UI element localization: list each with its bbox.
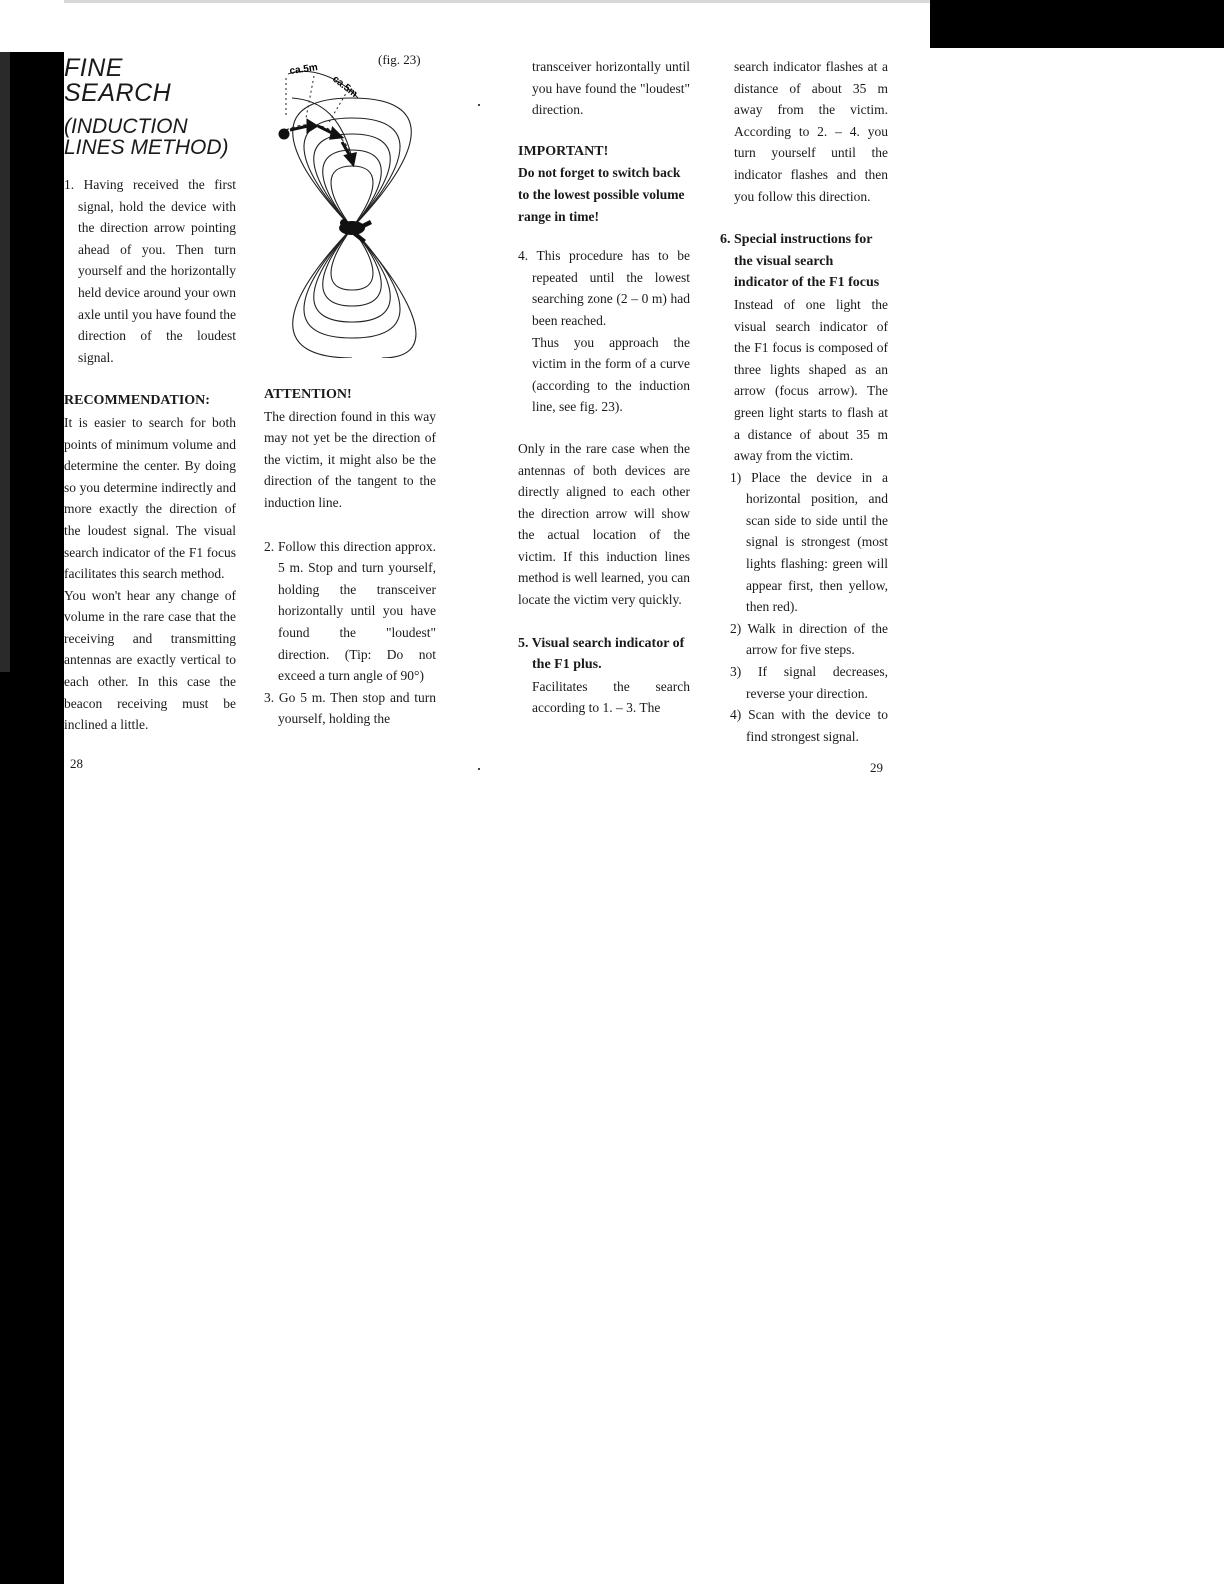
distance-marker [306,76,314,118]
scan-border-left-top [0,0,64,52]
scan-speck [478,768,480,770]
figure-caption: (fig. 23) [378,52,421,67]
distance-label-2: ca.5m [330,73,360,100]
start-point [280,130,288,138]
step-2: 2. Follow this direction approx. 5 m. Stop and turn yourself, holding the transceiver horizontally until you have found the "loudest" direction. (Tip: Do not exceed a turn angle of 90°) [264,538,436,684]
right-page-column-2 [720,56,888,747]
page-subtitle-line-1: (INDUCTION [64,115,188,138]
page-title: FINE SEARCH [64,54,172,107]
recommendation-paragraph-2: You won't hear any change of volume in the rare case that the receiving and transmitting antennas are exactly vertical to each other. In this case the beacon receiving must be inclined a little. [64,587,236,733]
path-arrowhead [308,121,316,131]
scan-speck [478,104,480,106]
list-item-4: 4) Scan with the device to find strongest signal. [730,707,888,744]
scan-border-top-right [930,0,1224,48]
section-6-text: Instead of one light the visual search indicator of the F1 focus is composed of three lights shaped as an arrow (focus arrow). The green light starts to flash at a distance of about 35 m away from the victim. [734,296,888,464]
attention-heading: ATTENTION! [264,387,352,402]
section-5-text: Facilitates the search according to 1. – 3. The [532,678,690,716]
important-text: Do not forget to switch back to the lowest possible volume range in time! [518,165,685,224]
section-5-heading: 5. Visual search indicator of the F1 plus. [518,635,685,673]
page-number-right: 29 [870,760,883,775]
page-number-left: 28 [70,756,83,771]
scan-border-left-shadow [0,52,10,672]
section-6-heading: 6. Special instructions for the visual search indicator of the F1 focus [720,232,880,291]
left-page-column-2 [264,384,436,730]
step-1: 1. Having received the first signal, hold the device with the direction arrow pointing ahead of you. Then turn yourself and the horizontally held device around your own axle until you have found the direction of the loudest signal. [64,177,236,365]
attention-text: The direction found in this way may not yet be the direction of the victim, it might also be the direction of the tangent to the induction line. [264,408,436,510]
list-item-2: 2) Walk in direction of the arrow for five steps. [730,620,888,658]
list-item-1: 1) Place the device in a horizontal position, and scan side to side until the signal is strongest (most lights flashing: green will appear first, then yellow, then red). [730,469,888,615]
path-arrowhead [346,154,355,164]
distance-label-1: ca.5m [288,62,319,77]
left-page-column-1 [64,56,236,736]
step-4-continued: Thus you approach the victim in the form of a curve (according to the induction line, see fig. 23). [532,334,690,415]
step-4: 4. This procedure has to be repeated until the lowest searching zone (2 – 0 m) had been reached. [518,248,690,328]
induction-lines-figure [262,58,438,358]
path-arrowhead [331,129,341,138]
step-3-continued: transceiver horizontally until you have found the "loudest" direction. [532,59,690,118]
right-page-column-1 [518,56,690,719]
scan-border-top [64,0,930,3]
important-heading: IMPORTANT! [518,143,609,159]
recommendation-paragraph-1: It is easier to search for both points of minimum volume and determine the center. By doing so you determine indirectly and more exactly the direction of the loudest signal. The visual search indicator of the F1 focus facilitates this search method. [64,414,236,582]
induction-line [352,228,416,358]
rare-case-paragraph: Only in the rare case when the antennas of both devices are directly aligned to each other the direction arrow will show the actual location of the victim. If this induction lines method is well learned, you can locate the victim very quickly. [518,440,690,608]
list-item-3: 3) If signal decreases, reverse your direction. [730,664,888,701]
step-3: 3. Go 5 m. Then stop and turn yourself, holding the [264,689,436,727]
page-subtitle-line-2: LINES METHOD) [64,136,229,159]
recommendation-heading: RECOMMENDATION: [64,393,210,409]
section-5-continued: search indicator flashes at a distance of about 35 m away from the victim. According to 2. – 4. you turn yourself until the indicator flashes and then you follow this direction. [734,59,888,204]
